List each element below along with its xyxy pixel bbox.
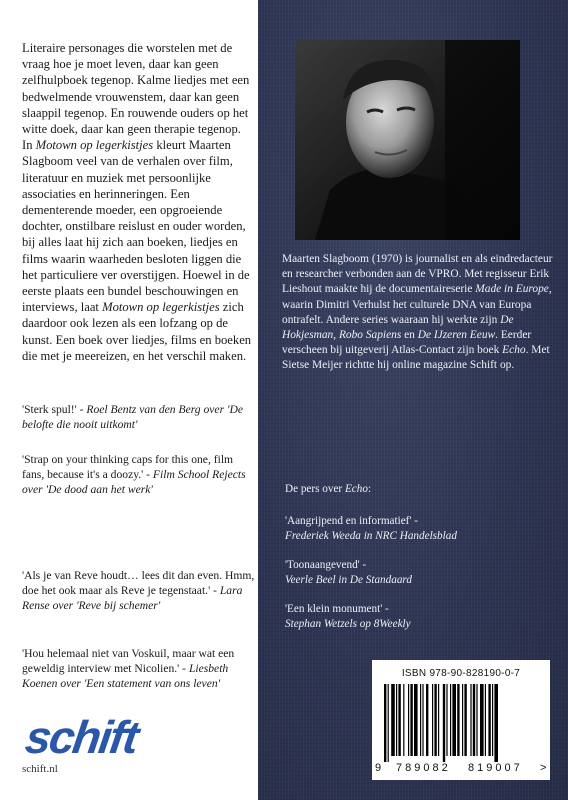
barcode-bar [492,684,493,756]
barcode-bar [438,684,439,756]
press-quote-1: 'Aangrijpend en informatief' - Frederiek Weeda in NRC Handelsblad [285,515,457,542]
barcode-bar [488,684,490,756]
blurb-text: Literaire personages die worstelen met de vraag hoe je moet leven, daar kan geen zelfhulpboek tegenop. Kalme liedjes met een bedwelmende vrouwenstem, daar kan geen slaappil tegenop. En rouwende ouders op het witte doek, daar kan geen therapie tegenop. In Motown op legerkistjes kleurt Maarten Slagboom veel van de verhalen over film, literatuur en muziek met persoonlijke associaties en herinneringen. Een dementerende moeder, een opgroeiende dochter, onstilbare reislust en ouder worden, bij alles laat hij zich aan boeken, liedjes en films waarin waarheden besloten liggen die het particuliere ver overstijgen. Hoewel in de eerste plaats een bundel beschouwingen en interviews, laat Motown op legerkistjes zich daardoor ook lezen als een lofzang op de kunst. Een boek over liedjes, films en boeken die met je meereizen, en het verschil maken. [22,41,252,363]
barcode-bar [388,684,389,762]
author-photo [295,40,520,240]
press-quote-3: 'Een klein monument' - Stephan Wetzels op 8Weekly [285,603,411,630]
barcode-bar [457,684,459,756]
barcode-bar [473,684,475,756]
publisher-logo-text: schift [22,711,141,763]
barcode-bar [443,684,445,762]
barcode-bar [410,684,412,756]
barcode-bar [384,684,386,762]
barcode-bar [485,684,486,756]
barcode-digit-lead: 9 [375,762,382,774]
barcode-digit-end: > [540,762,547,774]
barcode-bar [403,684,404,756]
barcode-digits-right: 819007 [468,762,523,774]
barcode-bar [464,684,466,756]
barcode-bar [422,684,423,756]
author-portrait-image [295,40,520,240]
publisher-logo [20,711,141,764]
barcode-bar [414,684,418,756]
barcode-bar [452,684,456,756]
barcode-bars [384,684,538,762]
barcode-bar [480,684,484,756]
author-bio: Maarten Slagboom (1970) is journalist en als eindredacteur en researcher verbonden aan de VPRO. Met regisseur Erik Lieshout maakte hij de documentaireserie Made in Europe, waarin Dimitri Verhulst het culturele DNA van Europa ontrafelt. Andere series waaraan hij werkte zijn De Hokjesman, Robo Sapiens en De IJzeren Eeuw. Eerder verscheen bij uitgeverij Atlas-Contact zijn boek Echo. Met Sietse Meijer richtte hij online magazine Schift op. [282,253,553,372]
press-heading: De pers over Echo: [285,483,372,495]
barcode-bar [450,684,451,756]
barcode-bar [420,684,421,756]
review-quote-2: 'Strap on your thinking caps for this one, film fans, because it's a doozy.' - Film School Rejects over 'De dood aan het werk' [22,453,246,497]
review-quote-3: 'Als je van Reve houdt… lees dit dan even. Hmm, doe het ook maar als Reve je tegenstaat.' - Lara Rense over 'Reve bij schemer' [22,569,255,613]
barcode-bar [398,684,400,756]
barcode-bar [408,684,409,756]
isbn-label: ISBN 978-90-828190-0-7 [401,668,521,679]
press-quote-2: 'Toonaangevend' - Veerle Beel in De Standaard [285,559,412,586]
barcode-bar [470,684,471,756]
review-quote-1: 'Sterk spul!' - Roel Bentz van den Berg over 'De belofte die nooit uitkomt' [22,403,243,432]
barcode-bar [462,684,463,756]
barcode [372,660,550,780]
barcode-digits-left: 789082 [396,762,451,774]
left-panel [0,0,258,800]
barcode-bar [396,684,397,756]
publisher-url: schift.nl [22,763,58,775]
barcode-bar [446,684,447,756]
barcode-bar [391,684,395,756]
barcode-bar [432,684,433,756]
barcode-bar [476,684,477,756]
barcode-bar [494,684,498,762]
barcode-bar [434,684,436,756]
review-quote-4: 'Hou helemaal niet van Voskuil, maar wat een geweldig interview met Nicolien.' - Liesbeth Koenen over 'Een statement van ons leven' [22,647,235,691]
barcode-bar [426,684,428,756]
